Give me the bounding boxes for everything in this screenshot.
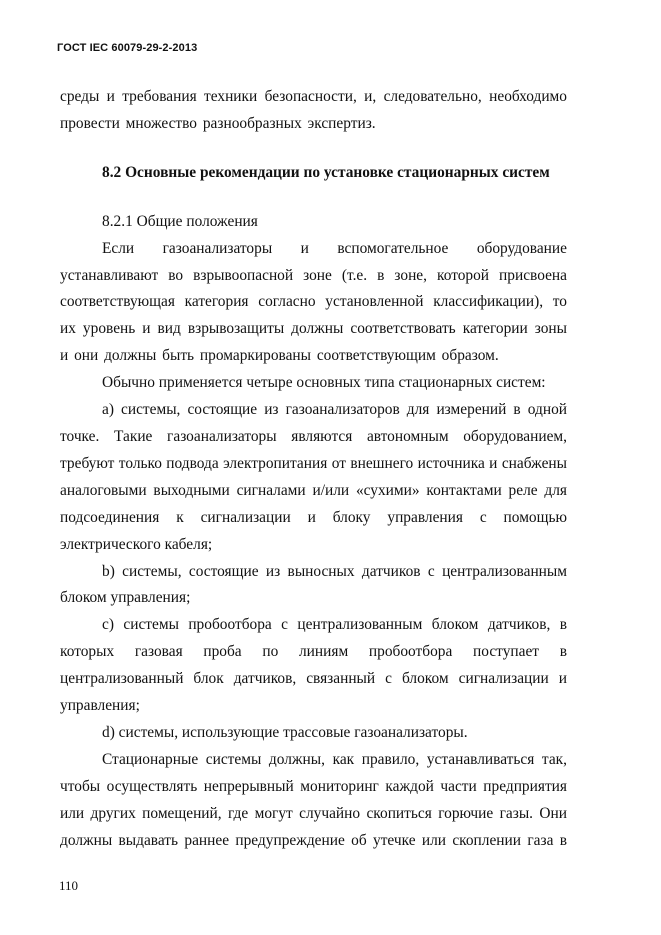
document-body bbox=[60, 84, 567, 854]
paragraph-continuation: среды и требования техники безопасности, и, следовательно, необходимо провести множество разнообразных экспертиз. bbox=[60, 88, 567, 132]
subsection-heading-8-2-1: 8.2.1 Общие положения bbox=[102, 212, 258, 230]
document-header: ГОСТ IEC 60079-29-2-2013 bbox=[57, 42, 198, 54]
page-number: 110 bbox=[59, 878, 79, 893]
section-heading-8-2: 8.2 Основные рекомендации по установке стационарных систем bbox=[102, 163, 550, 181]
paragraph-system-types-intro: Обычно применяется четыре основных типа стационарных систем: bbox=[102, 374, 546, 392]
paragraph-monitoring: Стационарные системы должны, как правило, устанавливаться так, чтобы осуществлять непрерывный мониторинг каждой части предприятия или других помещений, где могут случайно скопиться горючие газы. Они должны выдавать раннее предупреждение об утечке или скоплении газа в bbox=[60, 750, 567, 849]
list-item-b: b) системы, состоящие из выносных датчиков с централизованным блоком управления; bbox=[60, 562, 567, 607]
list-item-d: d) системы, использующие трассовые газоанализаторы. bbox=[102, 723, 468, 741]
list-item-a: а) системы, состоящие из газоанализаторов для измерений в одной точке. Такие газоанализаторы являются автономным оборудованием, требуют только подвода электропитания от внешнего источника и снабжены аналоговыми выходными сигналами и/или «сухими» контактами реле для подсоединения к сигнализации и блоку управления с помощью электрического кабеля; bbox=[60, 401, 567, 553]
paragraph-hazardous-zone: Если газоанализаторы и вспомогательное оборудование устанавливают во взрывоопасной зоне (т.е. в зоне, которой присвоена соответствующая категория согласно установленной классификации), то их уровень и вид взрывозащиты должны соответствовать категории зоны и они должны быть промаркированы соответствующим образом. bbox=[60, 239, 567, 365]
list-item-c: с) системы пробоотбора с централизованным блоком датчиков, в которых газовая проба по линиям пробоотбора поступает в централизованный блок датчиков, связанный с блоком сигнализации и управления; bbox=[60, 616, 567, 715]
